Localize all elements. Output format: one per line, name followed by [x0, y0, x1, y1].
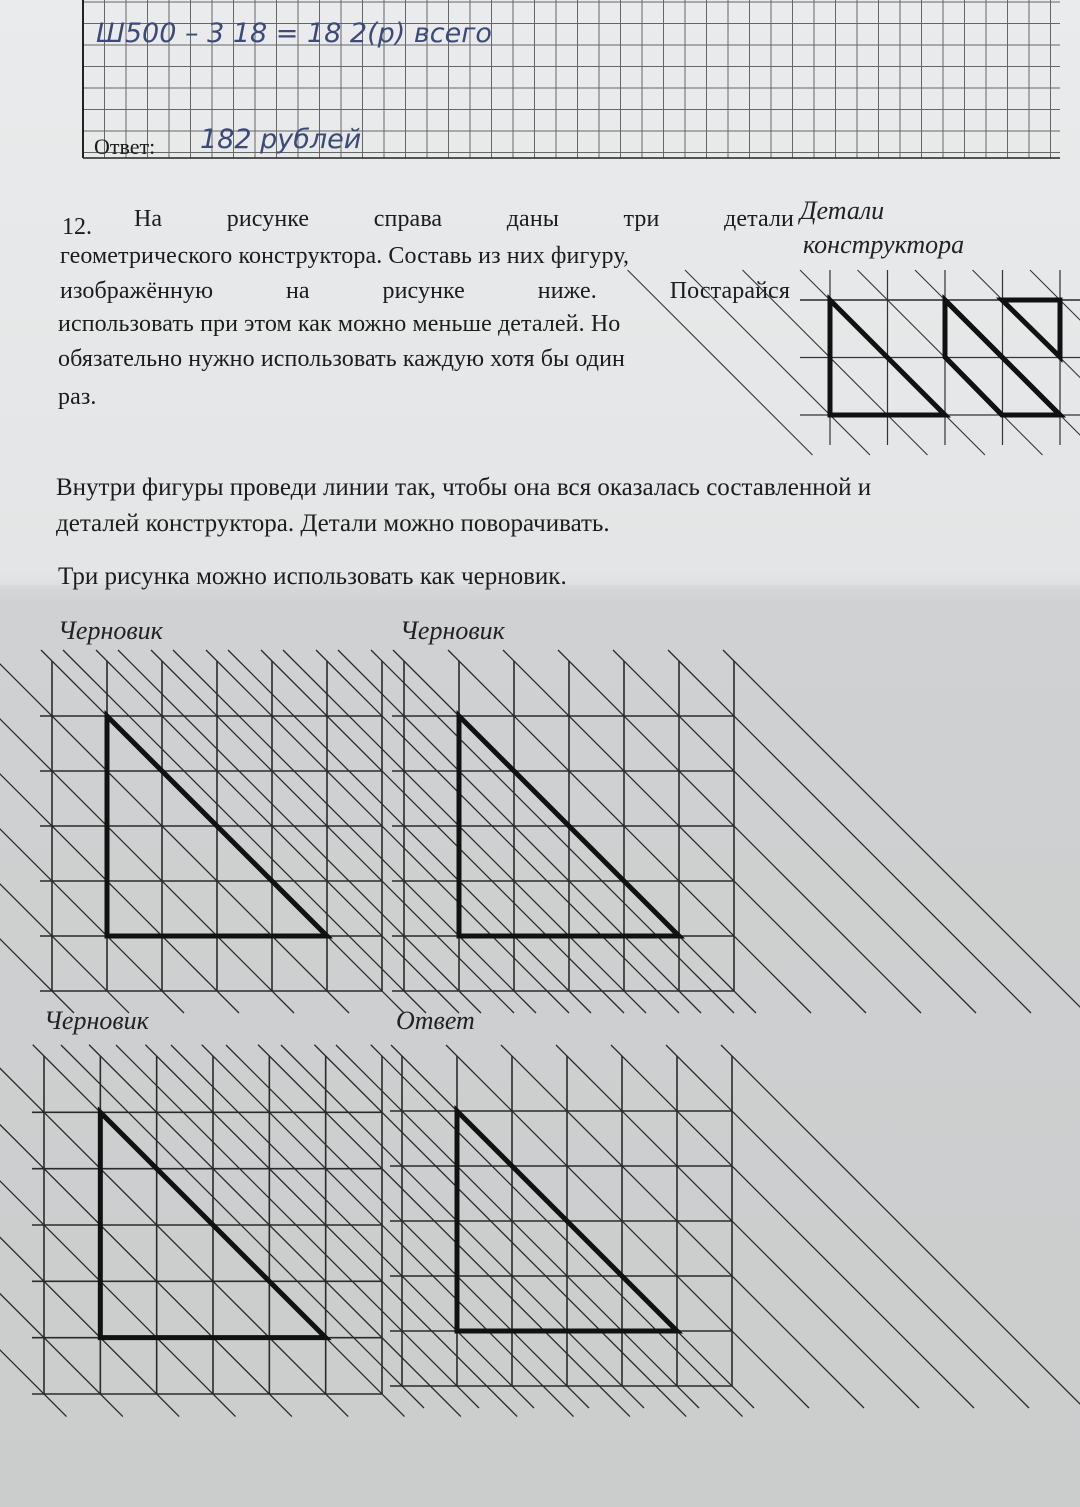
grid-label-4: Ответ [396, 1006, 475, 1035]
word: на [285, 278, 310, 304]
grid-label-2: Черновик [400, 616, 505, 645]
task-line-5: обязательно нужно использовать каждую хотя бы один [58, 346, 625, 372]
word: рисунке [382, 278, 465, 304]
grid-line [336, 1045, 699, 1408]
grid-line [338, 650, 701, 1013]
grid-line [446, 1045, 809, 1408]
grid-line [668, 650, 1031, 1013]
task-line-1 [134, 206, 794, 233]
task-line-2: геометрического конструктора. Составь из них фигуру, [60, 243, 630, 269]
task-number: 12. [62, 214, 92, 240]
task-line-3 [60, 278, 790, 305]
grid-line [611, 1045, 974, 1408]
grid-line [0, 650, 184, 1013]
grid-line [0, 650, 74, 1013]
draft-grid-2 [392, 655, 742, 990]
word: Постарайся [669, 278, 790, 304]
parts-title-line1: Детали [800, 196, 885, 225]
grid-line [0, 650, 294, 1013]
grid-line [0, 1045, 236, 1417]
word: ниже. [537, 278, 597, 304]
grid-line [613, 650, 976, 1013]
word: даны [506, 206, 559, 232]
grid-label-3: Черновик [44, 1006, 149, 1035]
answer-grid[interactable] [390, 1050, 740, 1395]
grid-line [558, 650, 921, 1013]
word: изображённую [60, 278, 214, 304]
word: три [623, 206, 660, 232]
task-line-4: использовать при этом как можно меньше деталей. Но [58, 311, 621, 337]
grid-line [448, 650, 811, 1013]
word: рисунке [226, 206, 310, 232]
parts-title-line2: конструктора [803, 230, 965, 259]
grid-line [556, 1045, 919, 1408]
grid-line [723, 650, 1080, 1013]
handwritten-answer: 182 рублей [200, 124, 362, 155]
grid-line [743, 270, 928, 455]
grid-line [0, 1045, 67, 1417]
word: детали [724, 206, 794, 232]
answer-label: Ответ: [94, 134, 156, 159]
word: справа [373, 206, 443, 232]
instruction-line-1: Внутри фигуры проведи линии так, чтобы она вся оказалась составленной и [56, 474, 872, 501]
grid-line [0, 1045, 348, 1417]
grid-line [666, 1045, 1029, 1408]
task-line-6: раз. [58, 384, 97, 410]
grid-line [501, 1045, 864, 1408]
handwritten-calculation: Ш500 – 3 18 = 18 2(р) всего [96, 18, 492, 49]
grid-line [0, 1045, 179, 1417]
grid-line [721, 1045, 1080, 1408]
grid-line [0, 1045, 123, 1417]
draft-grid-3 [32, 1050, 390, 1395]
constructor-parts-figure [800, 270, 1080, 455]
grid-line [0, 650, 239, 1013]
word: На [134, 206, 163, 232]
draft-note: Три рисунка можно использовать как черновик. [58, 563, 567, 590]
instruction-line-2: деталей конструктора. Детали можно поворачивать. [56, 510, 610, 537]
grid-line [503, 650, 866, 1013]
part-small-triangle [1002, 300, 1060, 357]
grid-label-1: Черновик [58, 616, 163, 645]
